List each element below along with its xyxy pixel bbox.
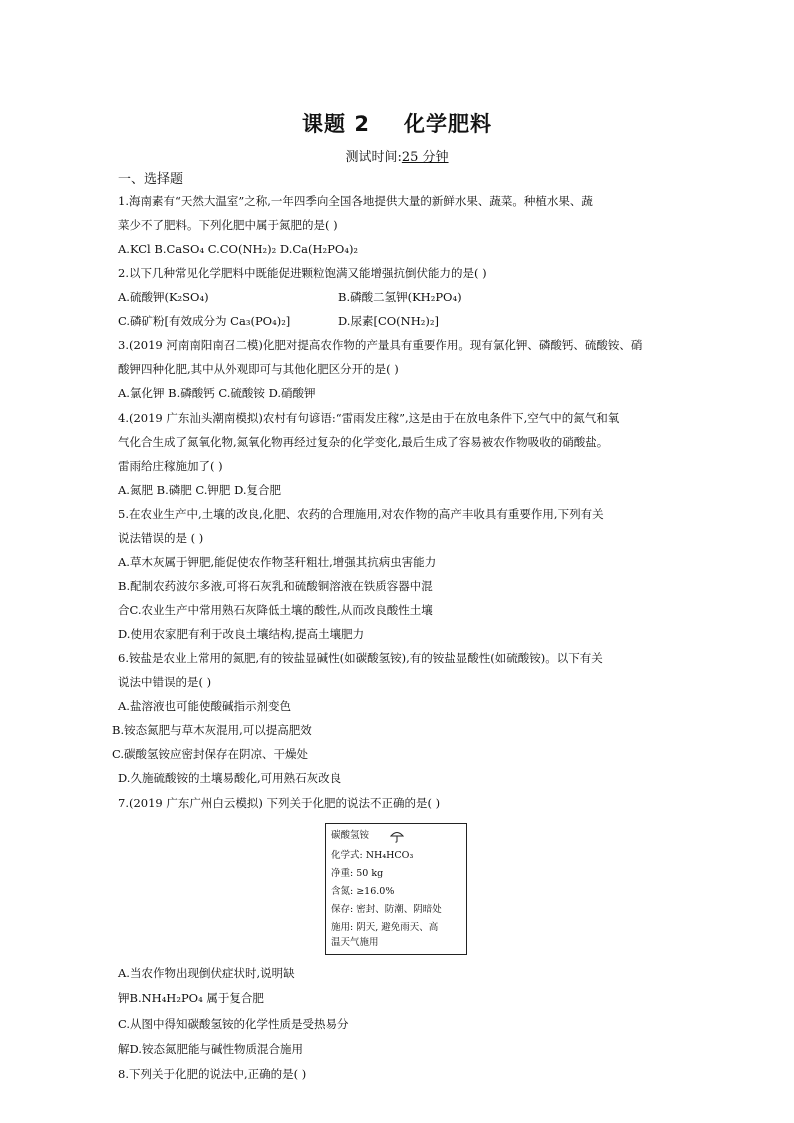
q7-option-a-line2: 钾B.NH₄H₂PO₄ 属于复合肥	[118, 991, 264, 1005]
label-usage-line2: 温天气施用	[331, 937, 379, 948]
q7-option-c-line1: C.从图中得知碳酸氢铵的化学性质是受热易分	[118, 1017, 349, 1031]
q6-option-d: D.久施硫酸铵的土壤易酸化,可用熟石灰改良	[118, 771, 342, 785]
q2-stem: 2.以下几种常见化学肥料中既能促进颗粒饱满又能增强抗倒伏能力的是( )	[118, 266, 487, 280]
q1-stem-line1: 1.海南素有“天然大温室”之称,一年四季向全国各地提供大量的新鲜水果、蔬菜。种植水果、蔬	[118, 194, 593, 208]
q6-option-b: B.铵态氮肥与草木灰混用,可以提高肥效	[112, 723, 312, 737]
test-time	[0, 146, 794, 165]
fertilizer-label	[325, 823, 467, 955]
q6-stem-line2: 说法中错误的是( )	[118, 675, 212, 689]
q7-stem: 7.(2019 广东广州白云模拟) 下列关于化肥的说法不正确的是( )	[118, 796, 441, 810]
title-lesson-number: 课题 2	[302, 112, 370, 136]
q5-option-d: D.使用农家肥有利于改良土壤结构,提高土壤肥力	[118, 627, 365, 641]
label-usage-line1: 施用: 阴天, 避免雨天、高	[331, 922, 439, 933]
label-formula: 化学式: NH₄HCO₃	[331, 850, 414, 861]
q3-stem-line2: 酸钾四种化肥,其中从外观即可与其他化肥区分开的是( )	[118, 362, 399, 376]
q2-option-c: C.磷矿粉[有效成分为 Ca₃(PO₄)₂]	[118, 314, 291, 328]
q6-option-a: A.盐溶液也可能使酸碱指示剂变色	[118, 699, 291, 713]
test-time-label: 测试时间:	[345, 150, 402, 165]
q1-stem-line2: 菜少不了肥料。下列化肥中属于氮肥的是( )	[118, 218, 338, 232]
q3-stem-line1: 3.(2019 河南南阳南召二模)化肥对提高农作物的产量具有重要作用。现有氯化钾、磷酸钙、硫酸铵、硝	[118, 338, 643, 352]
label-product-name: 碳酸氢铵	[331, 830, 370, 841]
q6-option-c: C.碳酸氢铵应密封保存在阴凉、干燥处	[112, 747, 309, 761]
q5-option-a: A.草木灰属于钾肥,能促使农作物茎秆粗壮,增强其抗病虫害能力	[118, 555, 437, 569]
keep-dry-umbrella-icon	[390, 829, 404, 843]
q2-option-d: D.尿素[CO(NH₂)₂]	[338, 314, 439, 328]
q1-options: A.KCl B.CaSO₄ C.CO(NH₂)₂ D.Ca(H₂PO₄)₂	[118, 242, 359, 256]
page-title	[0, 108, 794, 138]
q5-option-c: 合C.农业生产中常用熟石灰降低土壤的酸性,从而改良酸性土壤	[118, 603, 433, 617]
q5-stem-line2: 说法错误的是 ( )	[118, 531, 204, 545]
q4-stem-line3: 雷雨给庄稼施加了( )	[118, 459, 223, 473]
q3-options: A.氯化钾 B.磷酸钙 C.硫酸铵 D.硝酸钾	[118, 386, 316, 400]
q8-stem: 8.下列关于化肥的说法中,正确的是( )	[118, 1067, 307, 1081]
label-weight: 净重: 50 kg	[331, 868, 384, 879]
q5-stem-line1: 5.在农业生产中,土壤的改良,化肥、农药的合理施用,对农作物的高产丰收具有重要作用,下列有关	[118, 507, 604, 521]
q4-stem-line1: 4.(2019 广东汕头潮南模拟)农村有句谚语:“雷雨发庄稼”,这是由于在放电条件下,空气中的氮气和氧	[118, 411, 620, 425]
q4-options: A.氮肥 B.磷肥 C.钾肥 D.复合肥	[118, 483, 282, 497]
q7-option-a-line1: A.当农作物出现倒伏症状时,说明缺	[118, 966, 295, 980]
section-heading: 一、选择题	[118, 172, 184, 187]
title-topic: 化学肥料	[403, 112, 492, 136]
label-storage: 保存: 密封、防潮、阴暗处	[331, 904, 442, 915]
q5-option-b: B.配制农药波尔多液,可将石灰乳和硫酸铜溶液在铁质容器中混	[118, 579, 433, 593]
q7-option-c-line2: 解D.铵态氮肥能与碱性物质混合施用	[118, 1042, 303, 1056]
q6-stem-line1: 6.铵盐是农业上常用的氮肥,有的铵盐显碱性(如碳酸氢铵),有的铵盐显酸性(如硫酸铵)。以下有关	[118, 651, 603, 665]
q2-option-a: A.硫酸钾(K₂SO₄)	[118, 290, 209, 304]
label-nitrogen: 含氮: ≥16.0%	[331, 886, 395, 897]
q4-stem-line2: 气化合生成了氮氧化物,氮氧化物再经过复杂的化学变化,最后生成了容易被农作物吸收的硝酸盐。	[118, 435, 609, 449]
q2-option-b: B.磷酸二氢钾(KH₂PO₄)	[338, 290, 462, 304]
test-time-value: 25 分钟	[401, 150, 449, 165]
